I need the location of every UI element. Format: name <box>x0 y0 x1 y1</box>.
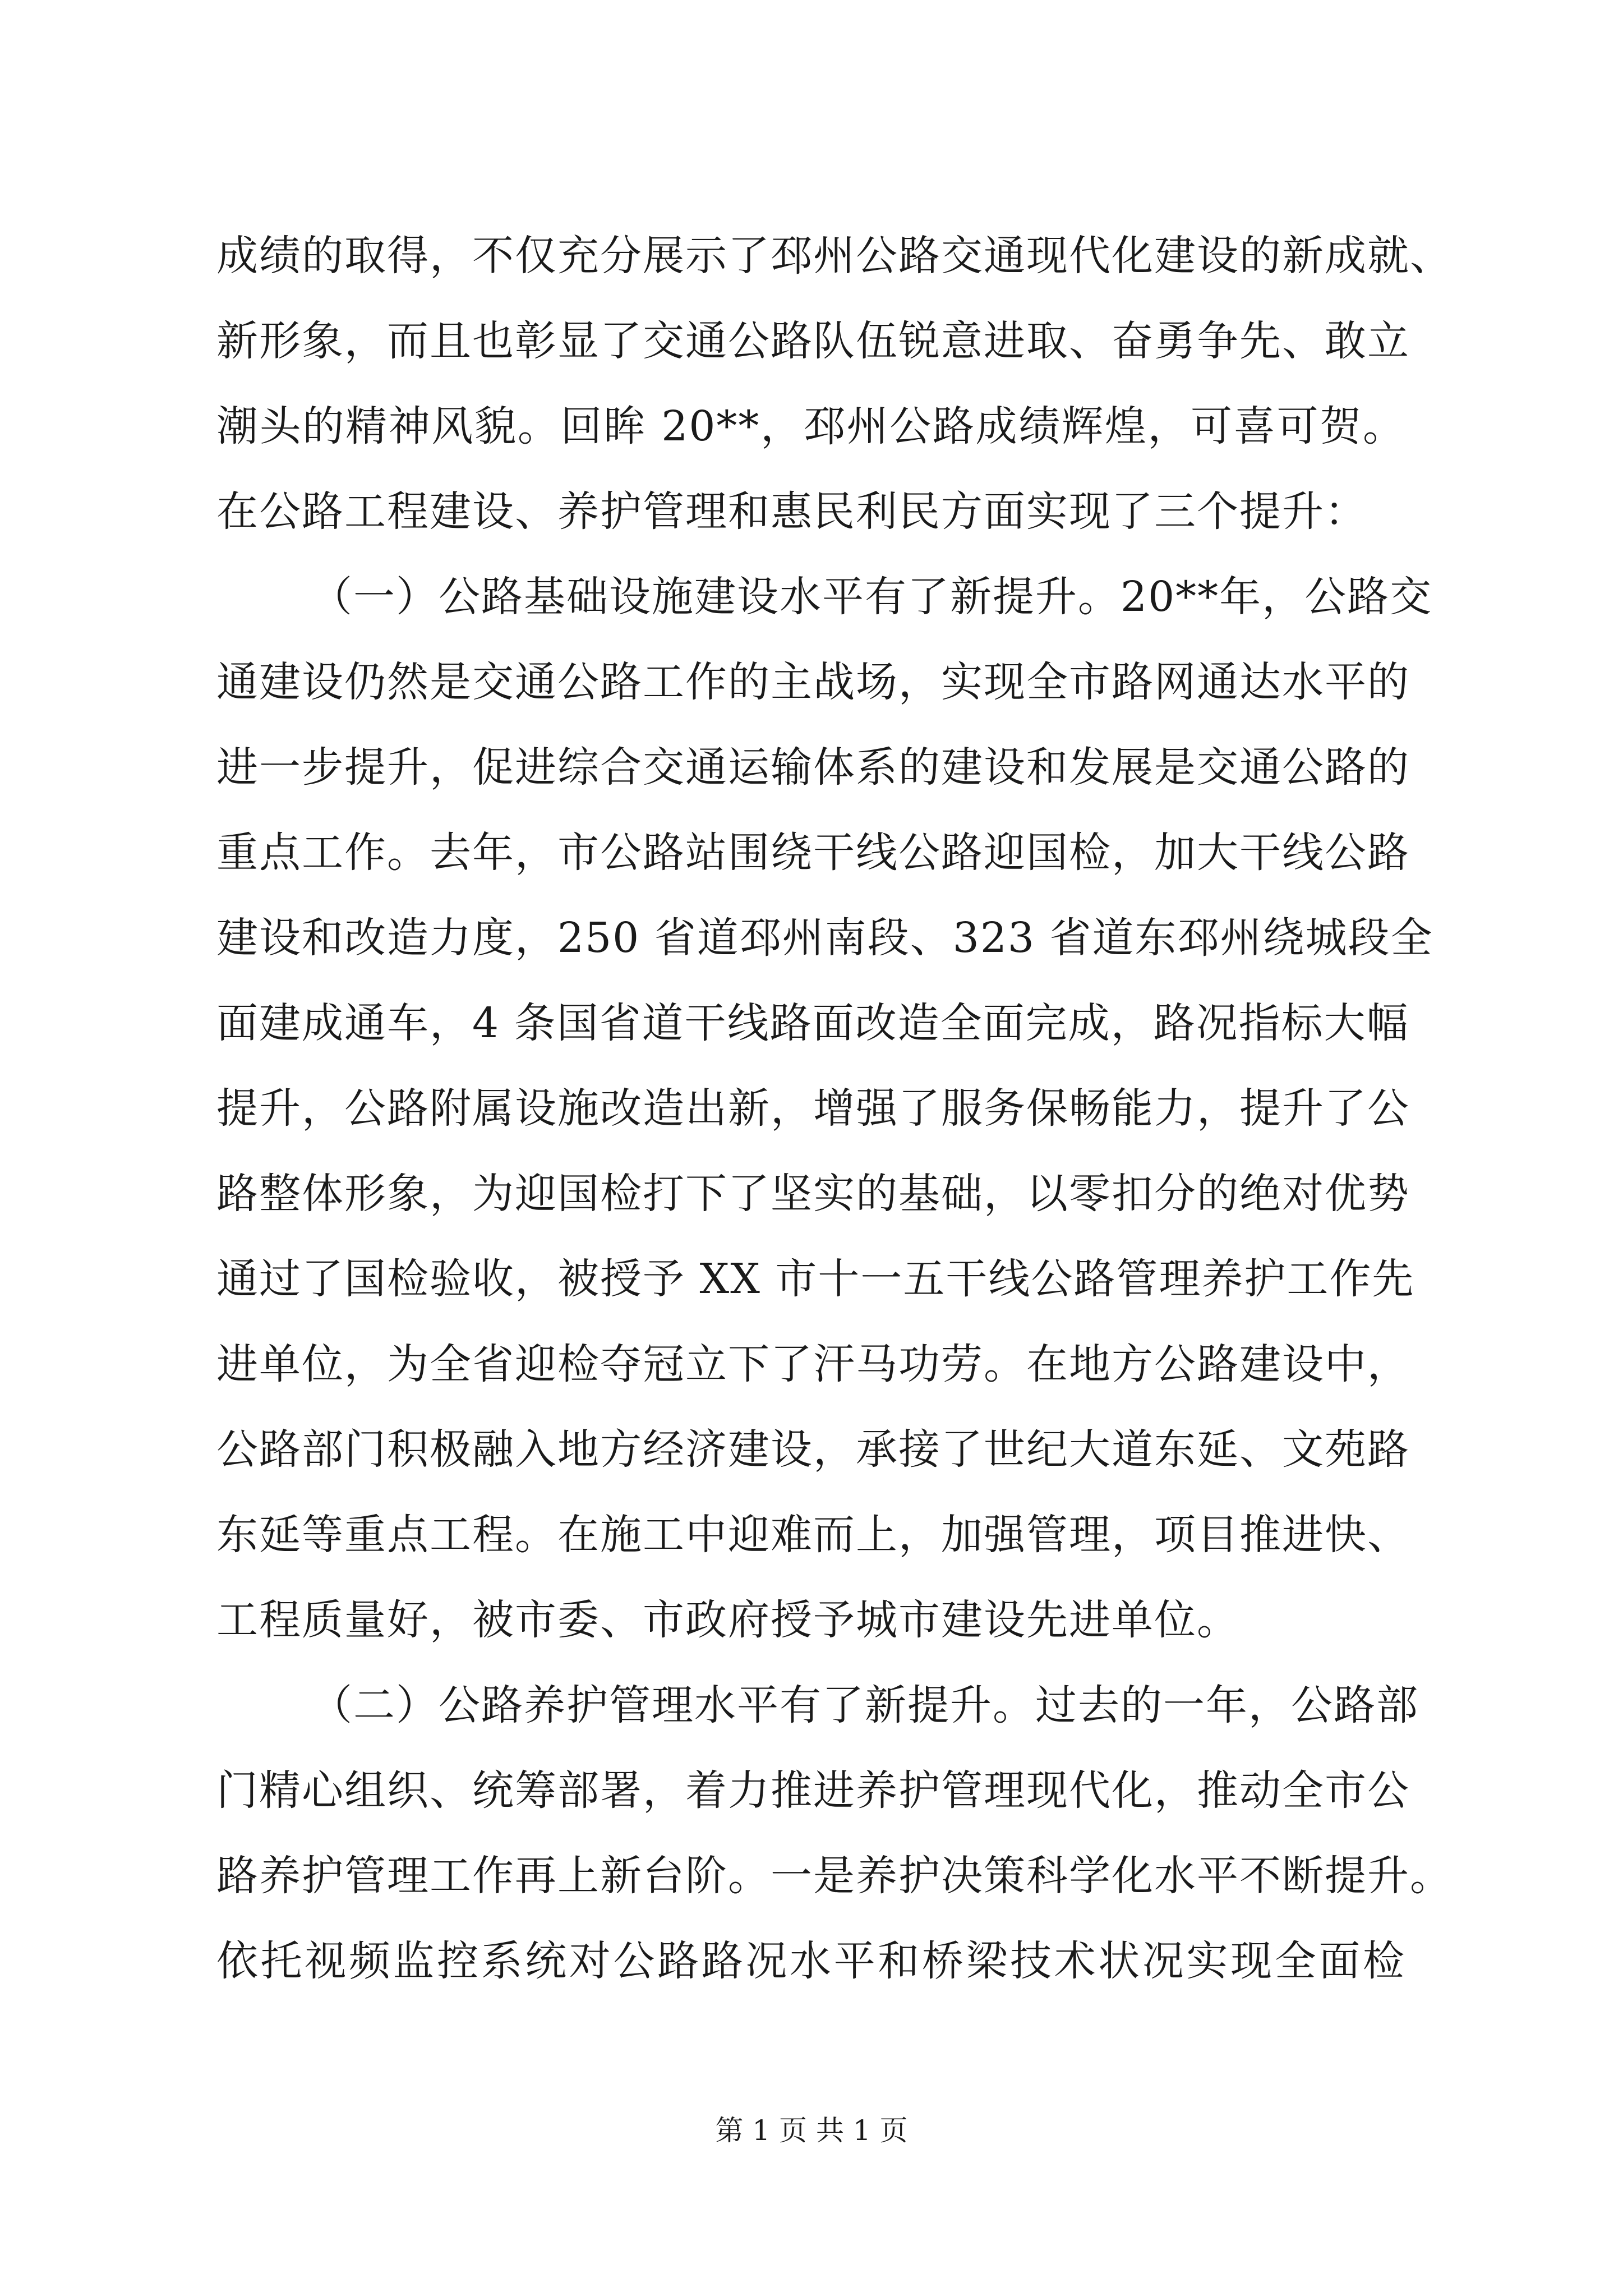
text-line: 新形象，而且也彰显了交通公路队伍锐意进取、奋勇争先、敢立 <box>216 317 1410 365</box>
text-line: 进一步提升，促进综合交通运输体系的建设和发展是交通公路的 <box>216 743 1410 792</box>
text-line: 东延等重点工程。在施工中迎难而上，加强管理，项目推进快、 <box>216 1511 1410 1559</box>
text-line: （二）公路养护管理水平有了新提升。过去的一年，公路部 <box>311 1681 1419 1729</box>
text-line: 工程质量好，被市委、市政府授予城市建设先进单位。 <box>216 1596 1239 1644</box>
text-line: （一）公路基础设施建设水平有了新提升。20**年，公路交 <box>311 573 1433 621</box>
text-line: 潮头的精神风貌。回眸 20**，邳州公路成绩辉煌，可喜可贺。 <box>216 402 1405 450</box>
text-line: 通建设仍然是交通公路工作的主战场，实现全市路网通达水平的 <box>216 658 1410 706</box>
text-line: 路养护管理工作再上新台阶。一是养护决策科学化水平不断提升。 <box>216 1852 1453 1900</box>
page-footer: 第 1 页 共 1 页 <box>715 2114 908 2147</box>
text-line: 重点工作。去年，市公路站围绕干线公路迎国检，加大干线公路 <box>216 829 1410 877</box>
text-line: 成绩的取得，不仅充分展示了邳州公路交通现代化建设的新成就、 <box>216 232 1453 280</box>
text-line: 面建成通车，4 条国省道干线路面改造全面完成，路况指标大幅 <box>216 999 1409 1047</box>
text-line: 提升，公路附属设施改造出新，增强了服务保畅能力，提升了公 <box>216 1084 1410 1133</box>
text-line: 建设和改造力度，250 省道邳州南段、323 省道东邳州绕城段全 <box>216 914 1433 962</box>
text-line: 在公路工程建设、养护管理和惠民利民方面实现了三个提升： <box>216 487 1367 536</box>
text-line: 路整体形象，为迎国检打下了坚实的基础，以零扣分的绝对优势 <box>216 1170 1410 1218</box>
text-line: 公路部门积极融入地方经济建设，承接了世纪大道东延、文苑路 <box>216 1425 1410 1474</box>
text-line: 门精心组织、统筹部署，着力推进养护管理现代化，推动全市公 <box>216 1766 1410 1815</box>
text-line: 通过了国检验收，被授予 XX 市十一五干线公路管理养护工作先 <box>216 1255 1415 1303</box>
text-line: 依托视频监控系统对公路路况水平和桥梁技术状况实现全面检 <box>216 1937 1405 1985</box>
body-text <box>216 213 1453 2004</box>
text-line: 进单位，为全省迎检夺冠立下了汗马功劳。在地方公路建设中， <box>216 1340 1410 1388</box>
